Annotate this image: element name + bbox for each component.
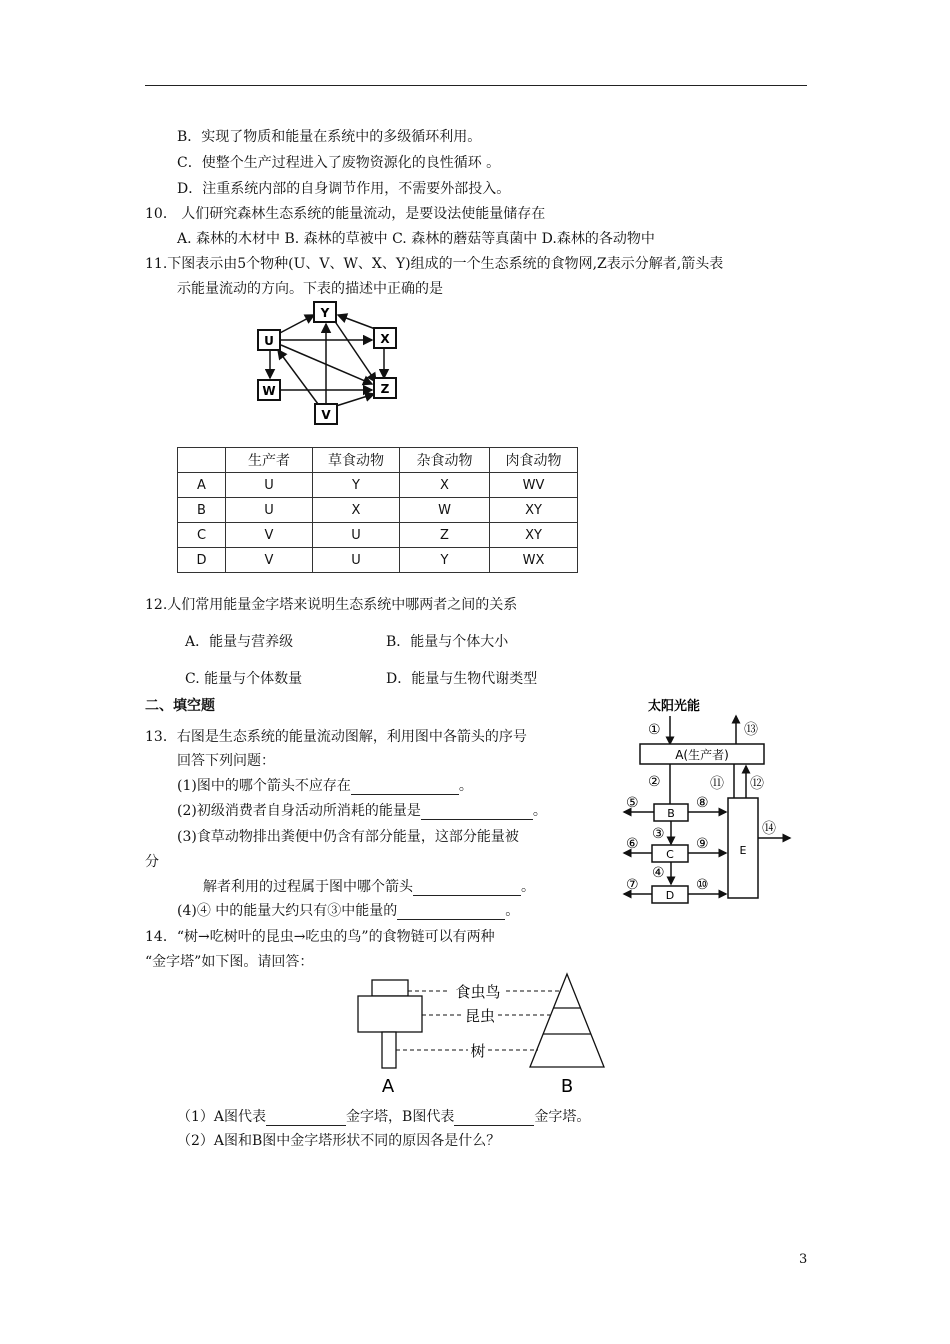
pyramid-a-bird-level <box>372 980 408 996</box>
q11-stem-line2: 示能量流动的方向。下表的描述中正确的是 <box>177 281 443 297</box>
table-row <box>178 498 578 523</box>
answer-blank[interactable] <box>397 905 505 920</box>
q9-option-c: C．使整个生产过程进入了废物资源化的良性循环 。 <box>177 155 501 171</box>
node-z: Z <box>380 382 390 396</box>
sun-energy-label: 太阳光能 <box>648 699 701 714</box>
q13-part1-text: (1)图中的哪个箭头不应存在 <box>177 778 351 794</box>
arrow-label-8: ⑧ <box>696 795 709 811</box>
q14-part2: （2）A图和B图中金字塔形状不同的原因各是什么？ <box>177 1133 501 1149</box>
q13-part3-line1: (3)食草动物排出粪便中仍含有部分能量，这部分能量被 <box>177 829 519 845</box>
arrow-label-10: ⑩ <box>696 877 709 893</box>
pyramid-a-tree-level <box>382 1032 396 1068</box>
table-cell: Y <box>313 473 400 498</box>
q12-option-c: C. 能量与个体数量 <box>185 671 303 687</box>
box-c-label: C <box>666 848 674 861</box>
arrow-label-7: ⑦ <box>626 877 639 893</box>
q10-options: A. 森林的木材中 B. 森林的草被中 C. 森林的蘑菇等真菌中 D.森林的各动物中 <box>177 231 655 247</box>
energy-flow-diagram <box>612 694 802 914</box>
answer-blank[interactable] <box>351 780 459 795</box>
arrow-label-5: ⑤ <box>626 795 639 811</box>
answer-blank[interactable] <box>413 881 521 896</box>
table-cell: U <box>226 498 313 523</box>
node-w: W <box>262 384 276 398</box>
q12-stem: 12.人们常用能量金字塔来说明生态系统中哪两者之间的关系 <box>145 597 518 613</box>
answer-blank[interactable] <box>266 1111 346 1126</box>
q13-part1-end: 。 <box>458 778 473 794</box>
pyramid-b-outline <box>530 974 604 1067</box>
table-cell: WX <box>490 548 578 573</box>
table-header-row <box>178 448 578 473</box>
arrow-label-13: ⑬ <box>744 722 758 738</box>
q13-part2 <box>177 800 547 820</box>
table-cell: U <box>313 548 400 573</box>
table-row <box>178 548 578 573</box>
q13-part4-text: (4)④ 中的能量大约只有③中能量的 <box>177 903 398 919</box>
q14-part1 <box>177 1106 590 1126</box>
table-cell: B <box>178 498 226 523</box>
table-cell: X <box>313 498 400 523</box>
table-cell: A <box>178 473 226 498</box>
arrow-label-9: ⑨ <box>696 836 709 852</box>
table-cell: XY <box>490 523 578 548</box>
answer-blank[interactable] <box>421 805 533 820</box>
table-cell: Y <box>400 548 490 573</box>
table-row <box>178 523 578 548</box>
label-b: B <box>560 1076 574 1097</box>
label-bird: 食虫鸟 <box>455 983 501 1001</box>
label-tree: 树 <box>470 1042 486 1060</box>
node-y: Y <box>320 306 330 320</box>
answer-blank[interactable] <box>454 1111 534 1126</box>
table-cell: W <box>400 498 490 523</box>
arrow-label-3: ③ <box>652 826 665 842</box>
q14-part1-c: 金字塔。 <box>534 1109 591 1125</box>
node-u: U <box>264 334 274 348</box>
table-cell: Z <box>400 523 490 548</box>
header-rule <box>145 85 807 86</box>
food-web-diagram <box>248 298 408 428</box>
table-cell: WV <box>490 473 578 498</box>
table-cell: U <box>226 473 313 498</box>
q9-option-d: D．注重系统内部的自身调节作用，不需要外部投入。 <box>177 181 511 197</box>
table-header-cell: 草食动物 <box>313 448 400 473</box>
arrow-label-1: ① <box>648 722 661 738</box>
table-header-cell <box>178 448 226 473</box>
q13-part4-end: 。 <box>505 903 520 919</box>
node-x: X <box>380 332 390 346</box>
pyramid-diagram <box>350 970 620 1100</box>
q11-stem-line1: 11.下图表示由5个物种(U、V、W、X、Y)组成的一个生态系统的食物网,Z表示分解者,箭头表 <box>145 256 724 272</box>
q13-stem-line1: 13．右图是生态系统的能量流动图解，利用图中各箭头的序号 <box>145 729 527 745</box>
table-header-cell: 杂食动物 <box>400 448 490 473</box>
arrow-label-12: ⑫ <box>750 776 764 792</box>
q13-stem-line2: 回答下列问题： <box>177 753 275 769</box>
page-number: 3 <box>799 1252 808 1267</box>
box-d-label: D <box>665 889 675 902</box>
label-a: A <box>381 1076 395 1097</box>
table-cell: U <box>313 523 400 548</box>
q13-part3-line3 <box>203 876 535 896</box>
table-cell: D <box>178 548 226 573</box>
table-header-cell: 肉食动物 <box>490 448 578 473</box>
q10-stem: 10． 人们研究森林生态系统的能量流动，是要设法使能量储存在 <box>145 206 546 222</box>
q9-option-b: B．实现了物质和能量在系统中的多级循环利用。 <box>177 129 482 145</box>
arrow-label-4: ④ <box>652 865 665 881</box>
table-cell: X <box>400 473 490 498</box>
node-v: V <box>321 408 331 422</box>
box-b-label: B <box>667 807 675 820</box>
q12-option-d: D．能量与生物代谢类型 <box>386 671 538 687</box>
section-title: 二、填空题 <box>145 698 215 714</box>
table-cell: V <box>226 548 313 573</box>
q14-part1-a: （1）A图代表 <box>177 1109 267 1125</box>
q13-part3-end: 。 <box>521 879 535 895</box>
q11-answer-table <box>177 447 578 573</box>
label-insect: 昆虫 <box>464 1007 496 1025</box>
table-cell: V <box>226 523 313 548</box>
q13-part1 <box>177 775 473 795</box>
q13-part2-end: 。 <box>532 803 547 819</box>
table-cell: XY <box>490 498 578 523</box>
q14-stem-line1: 14．“树→吃树叶的昆虫→吃虫的鸟”的食物链可以有两种 <box>145 929 495 945</box>
table-cell: C <box>178 523 226 548</box>
box-e-label: E <box>739 844 747 857</box>
arrow-label-11: ⑪ <box>710 776 724 792</box>
q12-option-b: B．能量与个体大小 <box>386 634 509 650</box>
arrow-label-14: ⑭ <box>762 821 776 837</box>
producer-label: A(生产者) <box>675 748 729 762</box>
q13-part2-text: (2)初级消费者自身活动所消耗的能量是 <box>177 803 421 819</box>
arrow-label-2: ② <box>648 774 661 790</box>
q13-part3-line2: 分 <box>145 854 159 870</box>
pyramid-a-insect-level <box>358 996 422 1032</box>
q14-part1-b: 金字塔，B图代表 <box>346 1109 455 1125</box>
q13-part3-text: 解者利用的过程属于图中哪个箭头 <box>203 879 413 895</box>
q14-stem-line2: “金字塔”如下图。请回答： <box>145 954 314 970</box>
q12-option-a: A．能量与营养级 <box>185 634 294 650</box>
table-header-cell: 生产者 <box>226 448 313 473</box>
q13-part4 <box>177 900 519 920</box>
arrow-label-6: ⑥ <box>626 836 639 852</box>
table-row <box>178 473 578 498</box>
